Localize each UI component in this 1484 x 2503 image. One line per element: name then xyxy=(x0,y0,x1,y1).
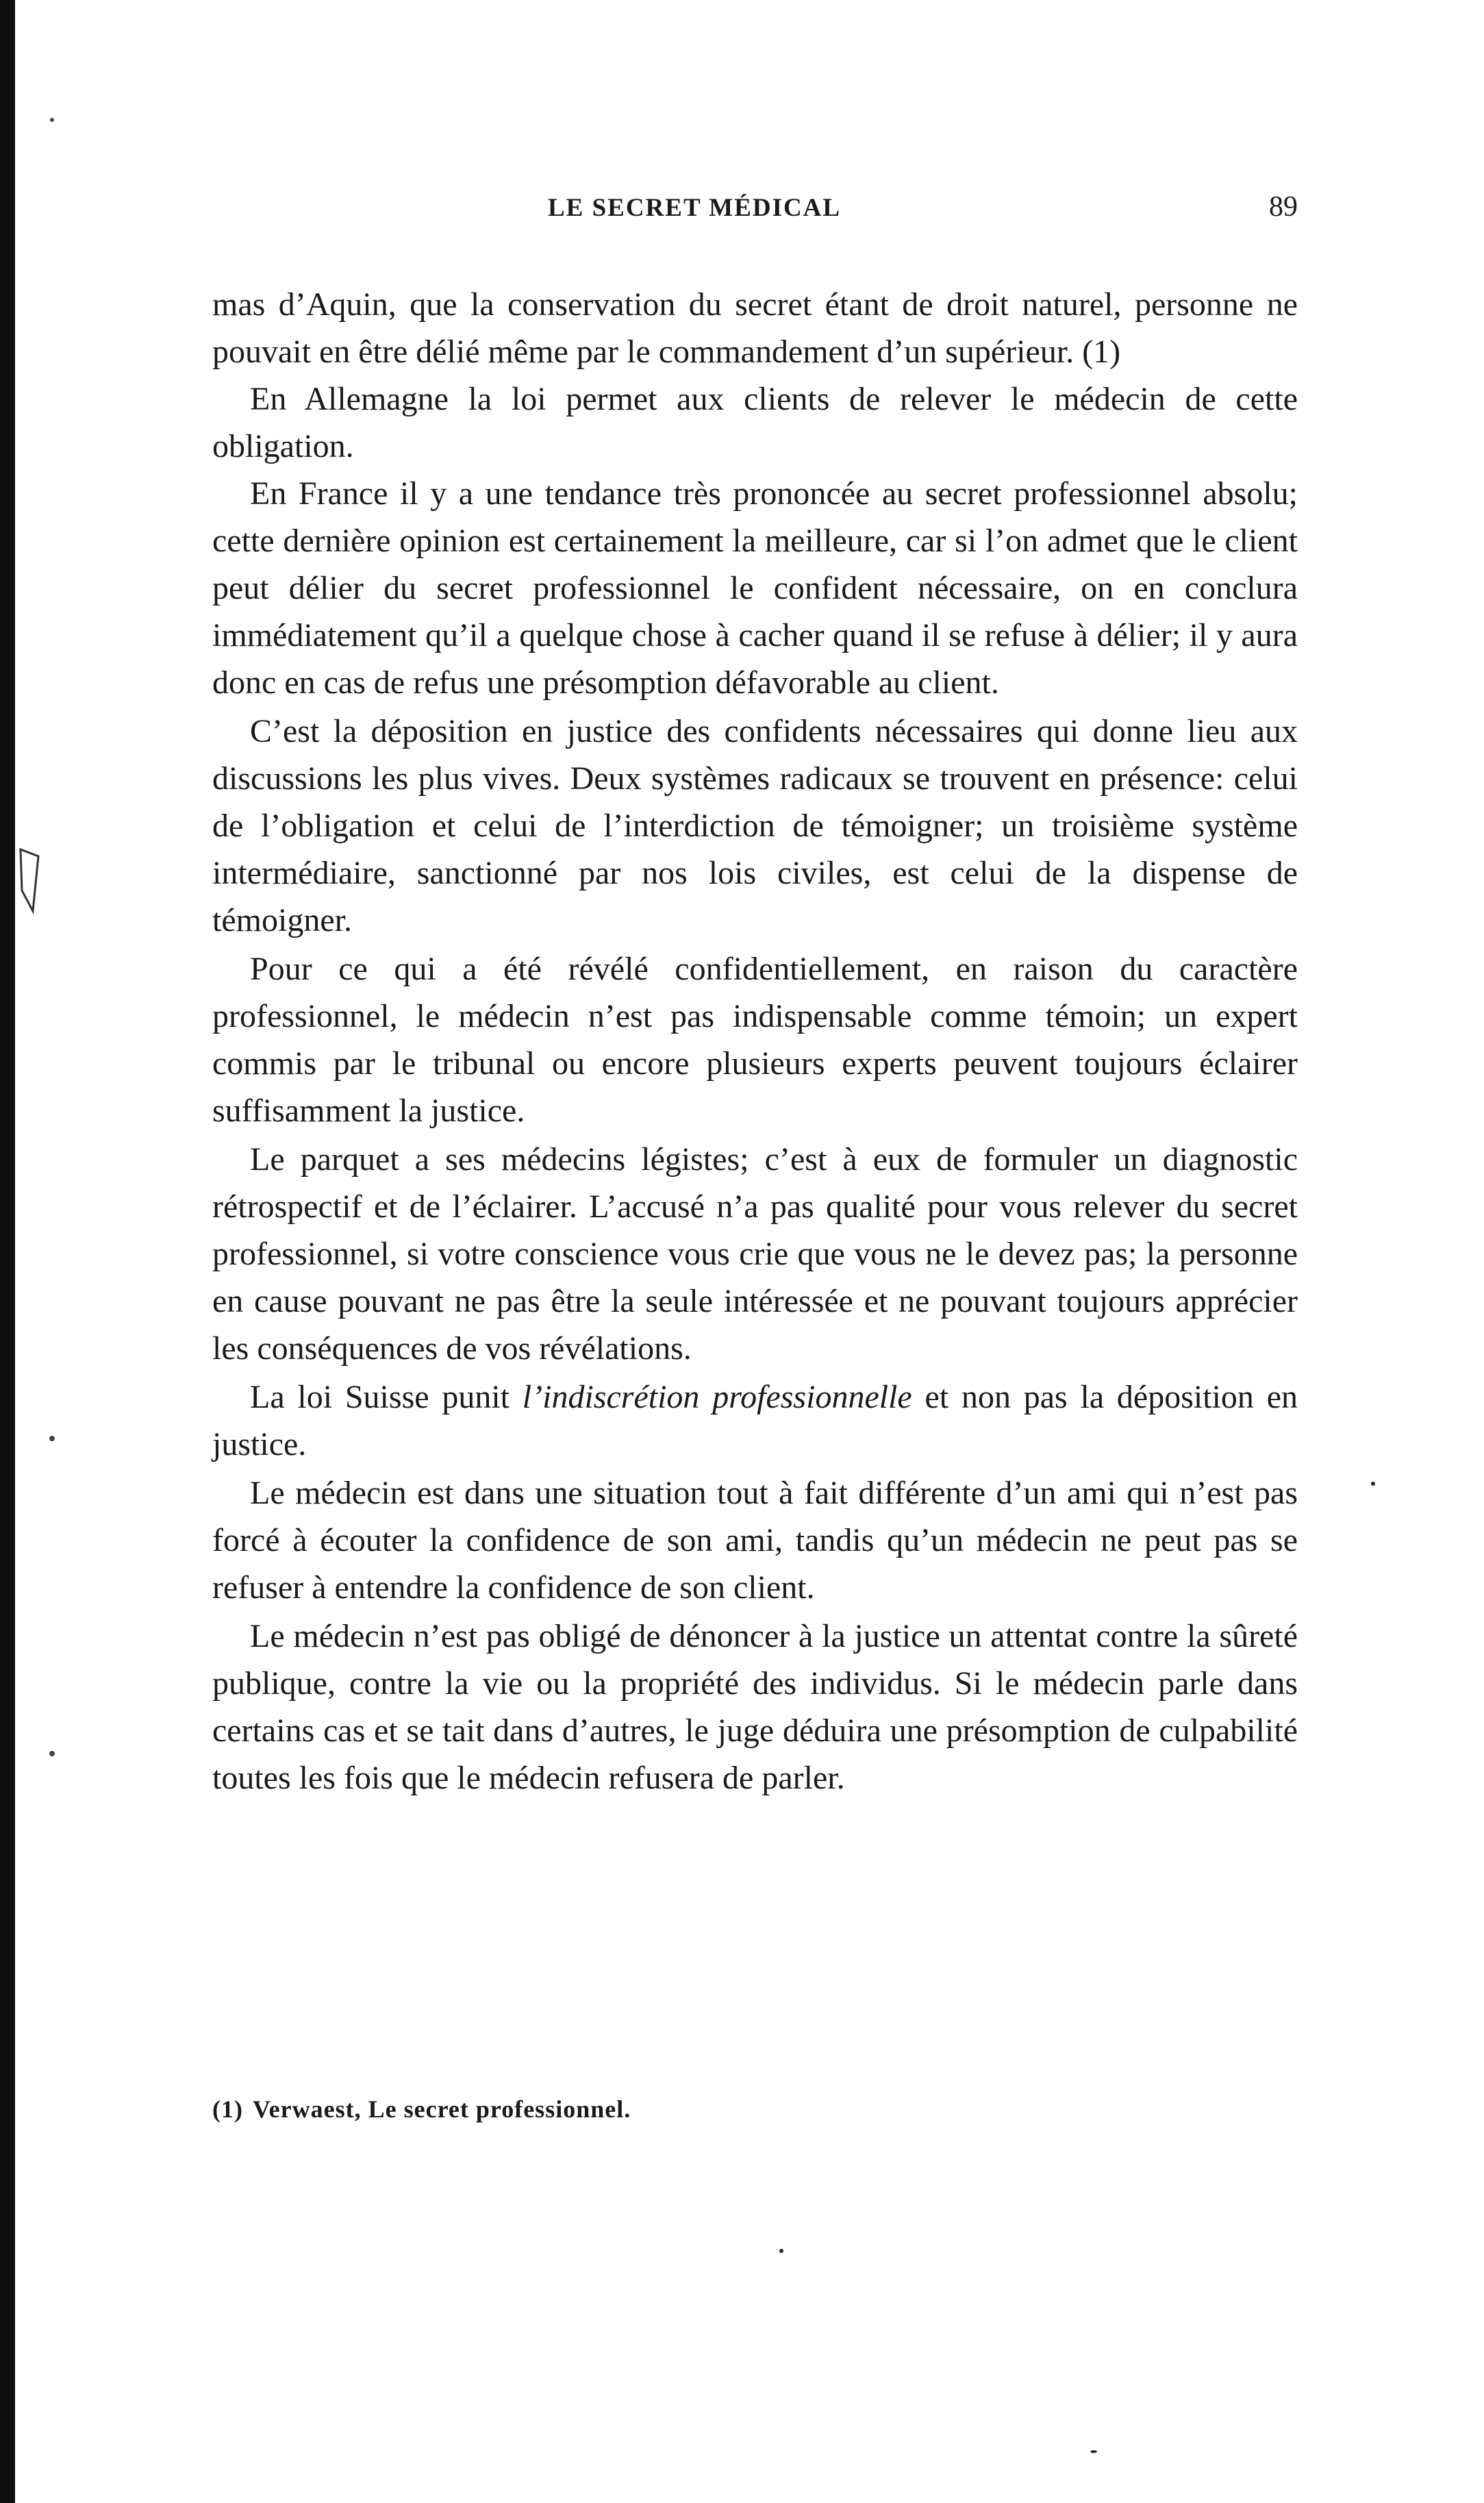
paragraph: C’est la déposition en justice des confidents nécessaires qui donne lieu aux discussions les plus vives. Deux systèmes radicaux se trouvent en présence: celui de l’obligation et celui de l’interdiction de témoigner; un troisième système intermédiaire, sanctionné par nos lois civiles, est celui de la dispense de témoigner. xyxy=(212,713,1298,938)
paragraph: Le médecin n’est pas obligé de dénoncer à la justice un attentat contre la sûreté publique, contre la vie ou la propriété des individus. Si le médecin parle dans certains cas et se tait dans d’autres, le juge déduira une présomption de culpabilité toutes les fois que le médecin refusera de parler. xyxy=(212,1618,1298,1796)
binding-marks xyxy=(18,0,59,2503)
paragraph-text: La loi Suisse punit xyxy=(250,1379,523,1415)
page-binding-edge xyxy=(0,0,15,2503)
paragraph: mas d’Aquin, que la conservation du secret étant de droit naturel, personne ne pouvait en être délié même par le commandement d’un supérieur. (1) xyxy=(212,286,1298,370)
page-number: 89 xyxy=(1269,191,1298,223)
print-speck xyxy=(1090,2450,1097,2453)
print-speck xyxy=(779,2249,783,2253)
paragraph: Le médecin est dans une situation tout à fait différente d’un ami qui n’est pas forcé à écouter la confidence de son ami, tandis qu’un médecin ne peut pas se refuser à entendre la confidence de son client. xyxy=(212,1475,1298,1606)
paragraph: Le parquet a ses médecins légistes; c’est à eux de formuler un diagnostic rétrospectif et de l’éclairer. L’accusé n’a pas qualité pour vous relever du secret professionnel, si votre conscience vous crie que vous ne le devez pas; la personne en cause pouvant ne pas être la seule intéressée et ne pouvant toujours apprécier les conséquences de vos révélations. xyxy=(212,1141,1298,1367)
paragraph xyxy=(212,1373,1298,1468)
print-speck xyxy=(1371,1482,1375,1486)
paragraph: Pour ce qui a été révélé confidentiellement, en raison du caractère professionnel, le médecin n’est pas indispensable comme témoin; un expert commis par le tribunal ou encore plusieurs experts peuvent toujours éclairer suffisamment la justice. xyxy=(212,951,1298,1129)
footnote xyxy=(212,2095,1298,2124)
footnote-mark: (1) xyxy=(212,2095,243,2123)
paragraph: En Allemagne la loi permet aux clients de relever le médecin de cette obligation. xyxy=(212,381,1298,464)
paragraph-text: et non pas la déposition en justice. xyxy=(212,1379,1298,1462)
footnote-text: Verwaest, Le secret professionnel. xyxy=(252,2095,631,2123)
running-header xyxy=(212,193,1298,227)
paragraph: En France il y a une tendance très prononcée au secret professionnel absolu; cette dernière opinion est certainement la meilleure, car si l’on admet que le client peut délier du secret professionnel le confident nécessaire, on en conclura immédiatement qu’il a quelque chose à cacher quand il se refuse à délier; il y aura donc en cas de refus une présomption défavorable au client. xyxy=(212,475,1298,701)
body-text xyxy=(212,281,1298,1802)
running-title: LE SECRET MÉDICAL xyxy=(548,194,842,222)
emphasized-term: l’indiscrétion professionnelle xyxy=(522,1379,912,1415)
